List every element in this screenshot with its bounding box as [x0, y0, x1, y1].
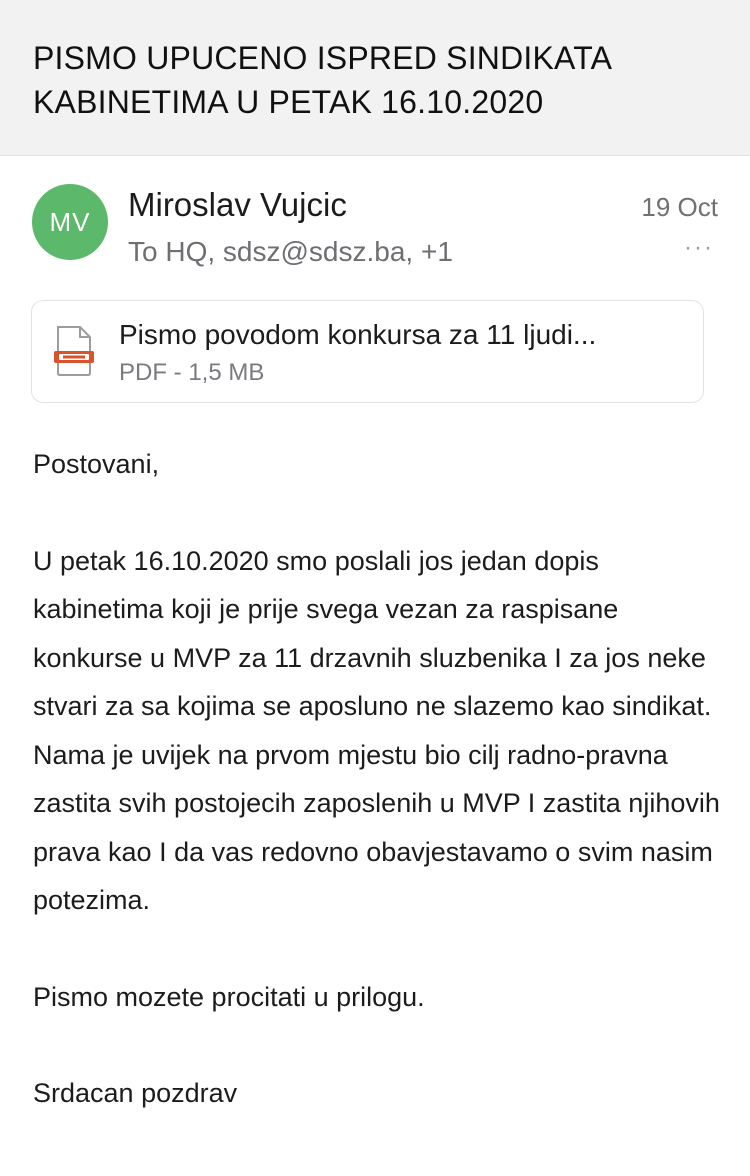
body-paragraph: U petak 16.10.2020 smo poslali jos jedan dopis kabinetima koji je prije svega vezan za raspisane konkurse u MVP za 11 drzavnih sluzbenika I za jos neke stvari za sa kojima se aposluno ne slazemo kao sindikat. Nama je uvijek na prvom mjestu bio cilj radno-pravna zastita svih postojecih zaposlenih u MVP I zastita njihovih prava kao I da vas redovno obavjestavamo o svim nasim potezima. — [33, 545, 720, 915]
body-attachment-note: Pismo mozete procitati u prilogu. — [33, 981, 425, 1012]
attachment-name: Pismo povodom konkursa za 11 ljudi... — [119, 319, 597, 350]
sender-avatar[interactable]: MV — [32, 184, 108, 260]
body-greeting: Postovani, — [33, 449, 160, 479]
pdf-file-icon — [54, 325, 94, 377]
body-closing: Srdacan pozdrav — [33, 1078, 238, 1108]
attachment-meta: PDF - 1,5 MB — [119, 359, 265, 386]
attachment-card[interactable] — [31, 300, 704, 403]
subject-bar — [0, 0, 750, 156]
email-subject: PISMO UPUCENO ISPRED SINDIKATA KABINETIMA U PETAK 16.10.2020 — [33, 40, 611, 120]
email-date: 19 Oct — [641, 192, 718, 222]
email-body — [33, 440, 733, 1118]
recipients-line[interactable]: To HQ, sdsz@sdsz.ba, +1 — [128, 236, 453, 267]
more-options-icon[interactable]: ··· — [684, 234, 714, 261]
sender-name[interactable]: Miroslav Vujcic — [128, 186, 347, 223]
